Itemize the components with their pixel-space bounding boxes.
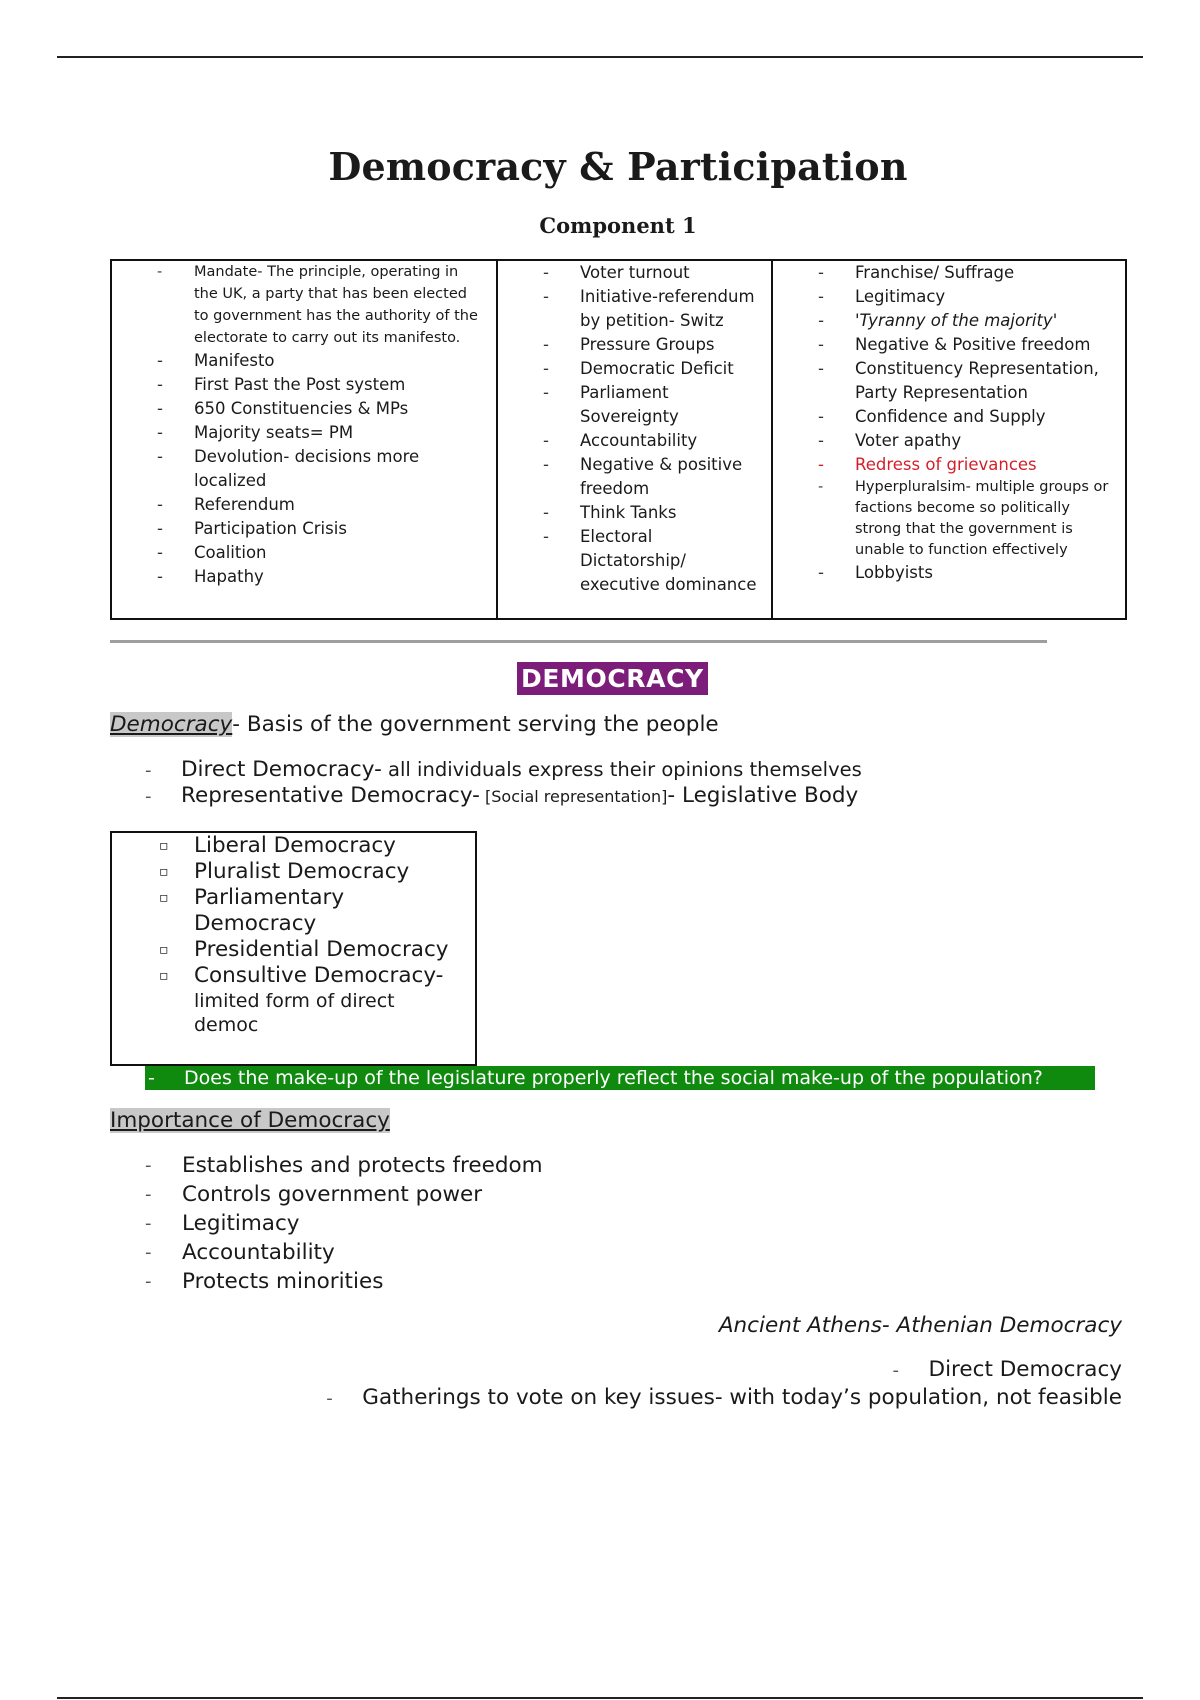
athens-heading: Ancient Athens- Athenian Democracy xyxy=(718,1313,1122,1338)
direct-democracy-note: all individuals express their opinions themselves xyxy=(381,758,862,781)
keyword-item: - Hapathy xyxy=(112,565,496,589)
direct-democracy-label: Direct Democracy- xyxy=(181,757,382,782)
dash-marker: - xyxy=(148,1067,155,1089)
keyword-item: - Constituency Representation, Party Representation xyxy=(773,357,1125,405)
keyword-item-highlighted: - Redress of grievances xyxy=(773,453,1125,477)
keyword-item: - Manifesto xyxy=(112,349,496,373)
democracy-form-item: ▫ Consultive Democracy- limited form of direct democ xyxy=(112,963,475,1037)
keywords-column-2 xyxy=(496,261,771,618)
democracy-form-item: ▫ Liberal Democracy xyxy=(112,833,475,859)
democracy-form-item: ▫ Presidential Democracy xyxy=(112,937,475,963)
democracy-heading-badge: DEMOCRACY xyxy=(517,662,708,695)
keyword-item: - Accountability xyxy=(498,429,771,453)
bottom-rule xyxy=(57,1697,1143,1699)
keyword-item: - Referendum xyxy=(112,493,496,517)
keywords-column-3 xyxy=(771,261,1125,618)
top-rule xyxy=(57,56,1143,58)
keyword-item: - Franchise/ Suffrage xyxy=(773,261,1125,285)
democracy-form-item: ▫ Parliamentary Democracy xyxy=(112,885,475,937)
page-title: Democracy & Participation xyxy=(328,144,908,189)
athens-point-direct-text: Direct Democracy xyxy=(928,1357,1122,1382)
direct-democracy-line xyxy=(145,757,862,782)
keyword-item: - Coalition xyxy=(112,541,496,565)
keywords-column-1 xyxy=(112,261,496,618)
democracy-definition-text: - Basis of the government serving the people xyxy=(232,712,719,737)
keyword-item: - Negative & positive freedom xyxy=(498,453,771,501)
dash-marker: - xyxy=(326,1388,333,1409)
democracy-term: Democracy xyxy=(110,712,233,737)
importance-item: - Protects minorities xyxy=(145,1267,543,1296)
keyword-item: - Legitimacy xyxy=(773,285,1125,309)
representative-democracy-note: [Social representation] xyxy=(479,787,668,806)
athens-point-gatherings xyxy=(326,1385,1122,1410)
keyword-item: - Confidence and Supply xyxy=(773,405,1125,429)
importance-item: - Accountability xyxy=(145,1238,543,1267)
athens-point-gatherings-text: Gatherings to vote on key issues- with today’s population, not feasible xyxy=(362,1385,1122,1410)
keyword-item: - Mandate- The principle, operating in the UK, a party that has been elected to government has the authority of the electorate to carry out its manifesto. xyxy=(112,261,496,349)
importance-heading-text: Importance of Democracy xyxy=(110,1108,390,1133)
keyword-item: - Negative & Positive freedom xyxy=(773,333,1125,357)
dash-marker: - xyxy=(145,760,152,781)
dash-marker: - xyxy=(145,786,152,807)
importance-item: - Legitimacy xyxy=(145,1209,543,1238)
democracy-form-item: ▫ Pluralist Democracy xyxy=(112,859,475,885)
keyword-item: - Parliament Sovereignty xyxy=(498,381,771,429)
highlight-question-text: Does the make-up of the legislature properly reflect the social make-up of the population? xyxy=(184,1067,1043,1089)
keyword-item: - Hyperpluralsim- multiple groups or factions become so politically strong that the government is unable to function effectively xyxy=(773,477,1125,561)
representative-democracy-label: Representative Democracy- xyxy=(181,783,480,808)
keyword-item: - Democratic Deficit xyxy=(498,357,771,381)
keyword-item: - Lobbyists xyxy=(773,561,1125,585)
keywords-table xyxy=(110,259,1127,620)
democracy-forms-box xyxy=(110,831,477,1066)
representative-democracy-tail: - Legislative Body xyxy=(667,783,859,808)
section-divider xyxy=(110,640,1047,643)
keyword-item: - Devolution- decisions more localized xyxy=(112,445,496,493)
dash-marker: - xyxy=(892,1360,900,1381)
keyword-item: - Pressure Groups xyxy=(498,333,771,357)
keyword-item: - Participation Crisis xyxy=(112,517,496,541)
importance-heading xyxy=(110,1108,390,1133)
importance-list xyxy=(145,1151,543,1296)
keyword-item: - Electoral Dictatorship/ executive dominance xyxy=(498,525,771,597)
importance-item: - Establishes and protects freedom xyxy=(145,1151,543,1180)
importance-item: - Controls government power xyxy=(145,1180,543,1209)
representative-democracy-line xyxy=(145,783,858,808)
keyword-item: - 'Tyranny of the majority' xyxy=(773,309,1125,333)
keyword-item: - First Past the Post system xyxy=(112,373,496,397)
highlight-question xyxy=(145,1066,1095,1090)
keyword-item: - Voter apathy xyxy=(773,429,1125,453)
page-subtitle: Component 1 xyxy=(539,213,697,238)
keyword-item: - Think Tanks xyxy=(498,501,771,525)
keyword-item: - 650 Constituencies & MPs xyxy=(112,397,496,421)
keyword-item: - Voter turnout xyxy=(498,261,771,285)
athens-point-direct xyxy=(893,1357,1122,1382)
democracy-form-sub: limited form of direct democ xyxy=(194,990,395,1036)
democracy-definition xyxy=(110,712,719,737)
keyword-item: - Initiative-referendum by petition- Switz xyxy=(498,285,771,333)
keyword-item: - Majority seats= PM xyxy=(112,421,496,445)
